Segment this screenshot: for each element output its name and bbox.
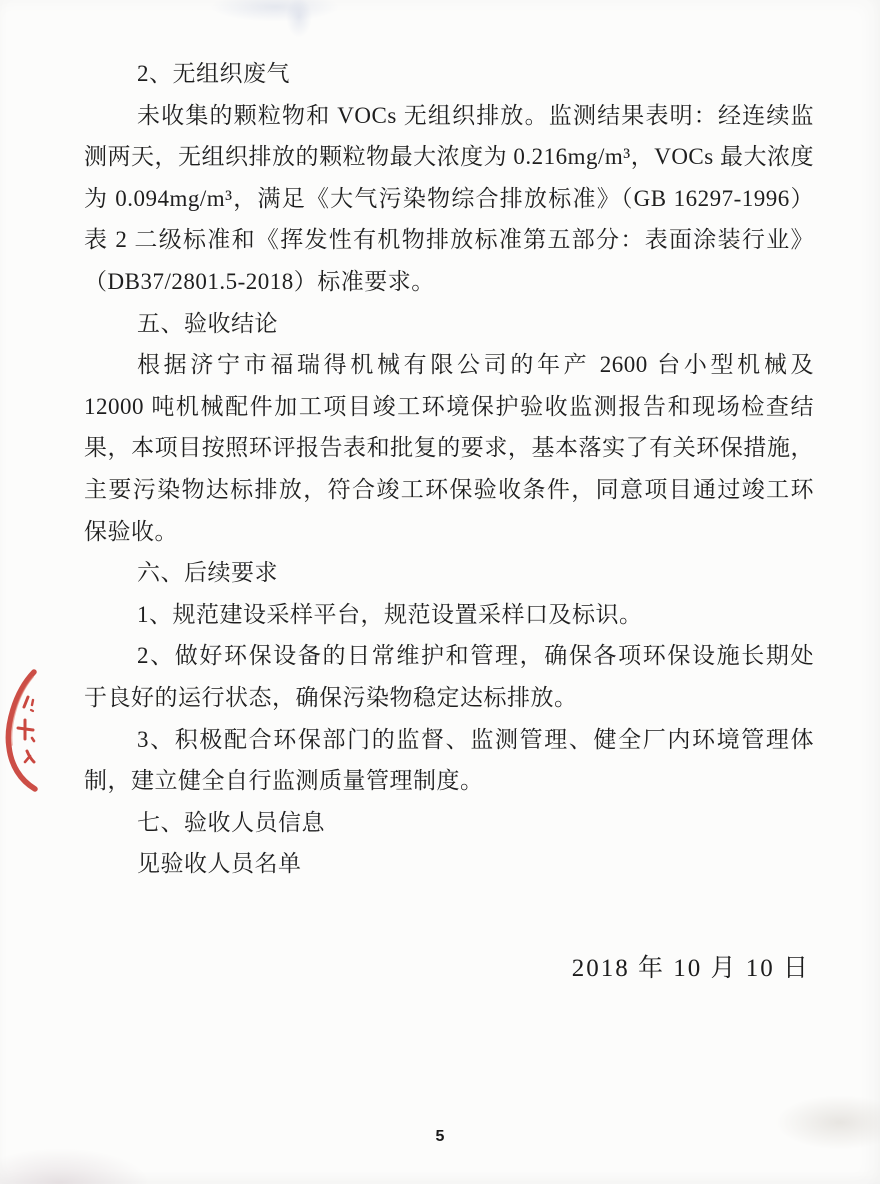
text-line: 2、做好环保设备的日常维护和管理，确保各项环保设施长期处 [137,643,814,669]
text-line: （DB37/2801.5-2018）标准要求。 [84,268,435,294]
scan-artifact-top-streak [286,0,312,38]
text-line: 3、积极配合环保部门的监督、监测管理、健全厂内环境管理体 [137,726,814,752]
official-seal-fragment-icon [0,655,55,810]
text-line: 测两天，无组织排放的颗粒物最大浓度为 0.216mg/m³，VOCs 最大浓度 [84,144,814,170]
seal-arc-highlight [12,677,33,745]
text-line: 为 0.094mg/m³，满足《大气污染物综合排放标准》（GB 16297-1996） [84,185,814,211]
text-line: 见验收人员名单 [137,851,302,877]
text-line: 果，本项目按照环评报告表和批复的要求，基本落实了有关环保措施， [84,435,814,461]
text-line: 根据济宁市福瑞得机械有限公司的年产 2600 台小型机械及 [137,352,814,378]
seal-text-fragments [18,697,34,762]
scan-artifact-bottom-left [0,1148,150,1184]
text-line: 五、验收结论 [137,310,278,336]
seal-arc [8,672,35,789]
signature-date: 2018 年 10 月 10 日 [571,955,810,982]
text-line: 制，建立健全自行监测质量管理制度。 [84,768,484,794]
page-number: 5 [435,1128,445,1145]
document-body [84,53,814,885]
text-line: 表 2 二级标准和《挥发性有机物排放标准第五部分：表面涂装行业》 [84,227,814,253]
text-line: 未收集的颗粒物和 VOCs 无组织排放。监测结果表明：经连续监 [137,102,814,128]
text-line: 保验收。 [84,518,178,544]
scan-artifact-top [210,0,340,22]
text-line: 1、规范建设采样平台，规范设置采样口及标识。 [137,601,643,627]
text-line: 2、无组织废气 [137,61,290,86]
text-line: 七、验收人员信息 [137,809,325,835]
text-line: 于良好的运行状态，确保污染物稳定达标排放。 [84,684,578,710]
text-line: 12000 吨机械配件加工项目竣工环境保护验收监测报告和现场检查结 [84,393,814,419]
text-line: 六、后续要求 [137,560,278,586]
text-line: 主要污染物达标排放，符合竣工环保验收条件，同意项目通过竣工环 [84,476,814,502]
